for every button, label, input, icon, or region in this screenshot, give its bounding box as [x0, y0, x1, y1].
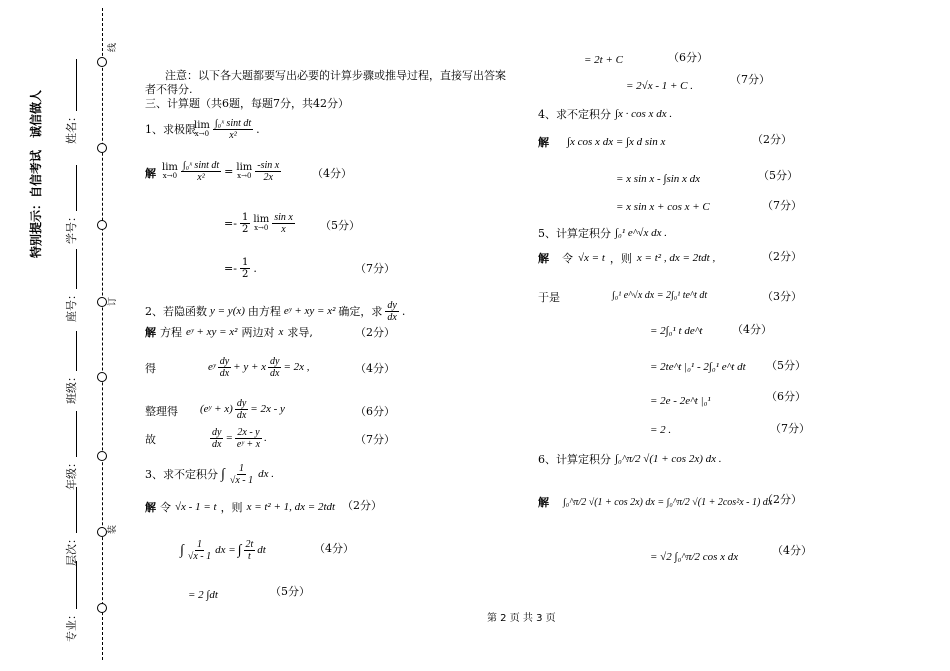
field-student-id-label: 学号：: [66, 165, 77, 244]
q5-step6: = 2 .: [650, 424, 672, 436]
q5-step3: = 2∫₀¹ t de^t: [650, 325, 703, 337]
q5-step5-points: （6分）: [766, 390, 806, 403]
q3-statement: 3、求不定积分 ∫ $\frac{1}{√x - 1}$ dx .: [145, 463, 274, 486]
q5-yushi-label: 于是: [538, 291, 560, 304]
q1-step3-points: （7分）: [355, 262, 395, 275]
q6-step2: = √2 ∫₀^π/2 cos x dx: [650, 551, 739, 563]
q2-step3: (eʸ + x) $\frac{dy}{dx}$ = 2x - y: [200, 398, 285, 421]
q6-statement: 6、计算定积分 ∫₀^π/2 √(1 + cos 2x) dx .: [538, 453, 722, 466]
q3-step5-points: （7分）: [730, 73, 770, 86]
q4-step3-points: （7分）: [762, 199, 802, 212]
q3-step4: = 2t + C: [584, 54, 623, 66]
q3-step4-points: （6分）: [668, 51, 708, 64]
q2-step2-points: （4分）: [355, 362, 395, 375]
field-level-label: 层次：: [66, 487, 77, 566]
binding-hole: [97, 603, 107, 613]
q1-label: 1、求极限: [145, 123, 196, 136]
q6-step1: 解 ∫₀^π/2 √(1 + cos 2x) dx = ∫₀^π/2 √(1 + 2cos²x - 1) dx: [538, 496, 773, 509]
integrity-hint: 特别提示：自信考试 诚信做人: [29, 89, 43, 258]
q3-step1-points: （2分）: [342, 499, 382, 512]
q5-statement: 5、计算定积分 ∫₀¹ e^√x dx .: [538, 227, 667, 240]
q6-step2-points: （4分）: [772, 544, 812, 557]
q2-statement: 2、若隐函数 y = y(x) 由方程 eʸ + xy = x² 确定，求 $\frac{dy}{dx}$ .: [145, 300, 406, 323]
notice-line1: 注意：以下各大题都要写出必要的计算步骤或推导过程，直接写出答案: [165, 69, 506, 82]
q1-step2-points: （5分）: [320, 219, 360, 232]
field-seat-label: 座号：: [66, 249, 77, 322]
q2-gu-label: 故: [145, 433, 156, 446]
q4-step2-points: （5分）: [758, 169, 798, 182]
field-major-label: 专业：: [66, 561, 77, 642]
q5-step1: 解 令 √x = t ，则 x = t² , dx = 2tdt ,: [538, 252, 716, 265]
binding-hole: [97, 527, 107, 537]
q4-statement: 4、求不定积分 ∫x · cos x dx .: [538, 108, 673, 121]
binding-hole: [97, 143, 107, 153]
q3-step1: 解 令 √x - 1 = t ，则 x = t² + 1, dx = 2tdt: [145, 501, 336, 514]
q2-step4: $\frac{dy}{dx}$ = $\frac{2x - y}{\text{eʸ + x}}$ .: [212, 427, 267, 450]
field-name-label: 姓名：: [66, 59, 77, 144]
q1-solution-label: 解: [145, 167, 156, 180]
q5-step4: = 2te^t |₀¹ - 2∫₀¹ e^t dt: [650, 361, 746, 373]
q4-step2: = x sin x - ∫sin x dx: [616, 173, 701, 185]
binding-hole: [97, 297, 107, 307]
q2-step2: eʸ $\frac{dy}{dx}$ + y + x $\frac{dy}{dx}$ = 2x ,: [208, 356, 310, 379]
q1-expression: lim x→0 $\frac{\text{∫₀ˣ sint dt}}{\text{x²}}$ .: [194, 118, 260, 141]
binding-hole: [97, 57, 107, 67]
q5-step3-points: （4分）: [732, 323, 772, 336]
binding-hole: [97, 220, 107, 230]
q3-step2: ∫ $\frac{1}{√x - 1}$ dx = ∫ $\frac{2t}{t}$ dt: [180, 539, 266, 562]
q3-step5: = 2√x - 1 + C .: [626, 80, 694, 92]
q3-step3: = 2 ∫dt: [188, 589, 218, 601]
q2-step1-points: （2分）: [355, 326, 395, 339]
mark-ding: 订: [108, 296, 118, 306]
mark-xian: 线: [108, 42, 118, 52]
field-grade-label: 年级：: [66, 411, 77, 490]
binding-dashed-line: [102, 8, 103, 660]
q2-step1: 解 方程 eʸ + xy = x² 两边对 x 求导,: [145, 326, 313, 339]
page-number: 第 2 页 共 3 页: [487, 613, 556, 624]
q2-step3-points: （6分）: [355, 405, 395, 418]
q5-step2-points: （3分）: [762, 290, 802, 303]
q5-step2: ∫₀¹ e^√x dx = 2∫₀¹ te^t dt: [612, 290, 708, 301]
q2-de-label: 得: [145, 362, 156, 375]
q5-step6-points: （7分）: [770, 422, 810, 435]
binding-hole: [97, 451, 107, 461]
binding-hole: [97, 372, 107, 382]
q1-step2: =- $\frac{1}{2}$ lim x→0 $\frac{\text{sin x}}{x}$: [224, 212, 293, 235]
q5-step5: = 2e - 2e^t |₀¹: [650, 395, 711, 407]
section-heading: 三、计算题（共6题，每题7分，共42分）: [145, 97, 349, 110]
q1-step1: lim x→0 $\frac{\text{∫₀ˣ sint dt}}{\text{x²}}$ = lim x→0 $\frac{\text{-sin x}}{2x}$: [162, 160, 280, 183]
q2-zhengli-label: 整理得: [145, 405, 178, 418]
q3-step2-points: （4分）: [314, 542, 354, 555]
notice-line2: 者不得分.: [145, 83, 193, 96]
q5-step1-points: （2分）: [762, 250, 802, 263]
q6-step1-points: （2分）: [762, 493, 802, 506]
field-class-label: 班级：: [66, 331, 77, 404]
q4-step1-points: （2分）: [752, 133, 792, 146]
mark-zhuang: 装: [108, 524, 118, 534]
q4-step3: = x sin x + cos x + C: [616, 201, 710, 213]
q1-step3: =- $\frac{1}{2}$ .: [224, 257, 257, 280]
q5-step4-points: （5分）: [766, 359, 806, 372]
q4-step1: 解 ∫x cos x dx = ∫x d sin x: [538, 136, 666, 149]
q2-step4-points: （7分）: [355, 433, 395, 446]
q1-step1-points: （4分）: [312, 167, 352, 180]
q3-step3-points: （5分）: [270, 585, 310, 598]
